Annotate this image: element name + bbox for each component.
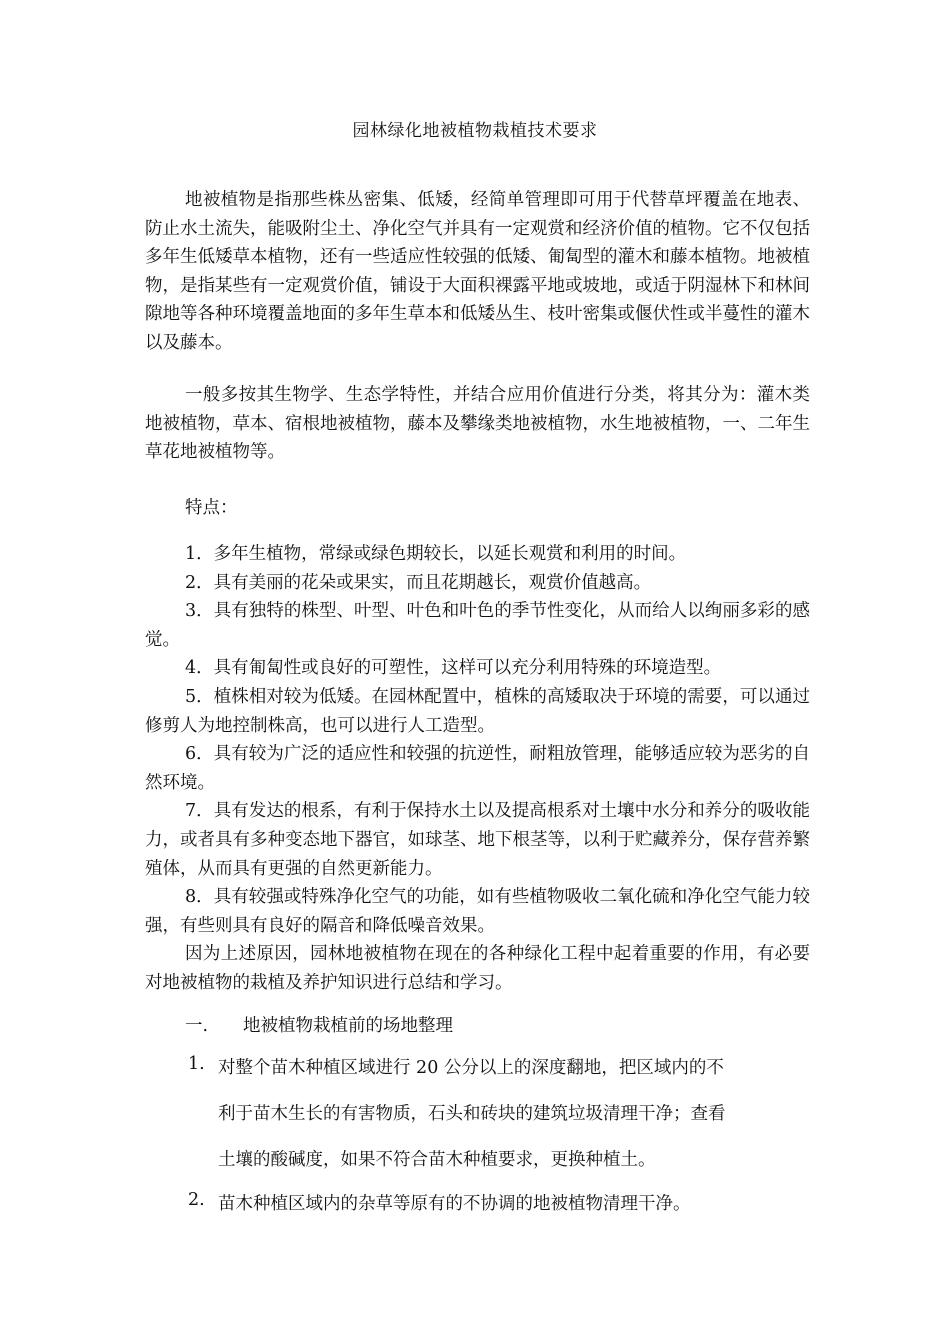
section-number: 一. [185, 1016, 209, 1036]
feature-item-1: 1．多年生植物，常绿或绿色期较长，以延长观赏和利用的时间。 [185, 544, 687, 564]
classification-paragraph: 一般多按其生物学、生态学特性，并结合应用价值进行分类，将其分为：灌木类地被植物，草本、宿根地被植物，藤本及攀缘类地被植物，水生地被植物，一、二年生草花地被植物等。 [145, 385, 810, 463]
feature-item-5: 5．植株相对较为低矮。在园林配置中，植株的高矮取决于环境的需要，可以通过修剪人为地控制株高，也可以进行人工造型。 [145, 686, 810, 736]
features-label: 特点： [185, 498, 238, 518]
step-line: 土壤的酸碱度，如果不符合苗木种植要求，更换种植土。 [218, 1150, 656, 1170]
step-line: 苗木种植区域内的杂草等原有的不协调的地被植物清理干净。 [218, 1194, 691, 1214]
step-line: 利于苗木生长的有害物质，石头和砖块的建筑垃圾清理干净；查看 [218, 1104, 726, 1124]
page-title: 园林绿化地被植物栽植技术要求 [352, 121, 598, 141]
section-heading [185, 1012, 453, 1040]
feature-item-8: 8．具有较强或特殊净化空气的功能，如有些植物吸收二氧化硫和净化空气能力较强，有些则具有良好的隔音和降低噪音效果。 [145, 887, 810, 936]
feature-item-3: 3．具有独特的株型、叶型、叶色和叶色的季节性变化，从而给人以绚丽多彩的感觉。 [145, 601, 810, 650]
step-number: 1. [188, 1054, 205, 1074]
feature-item-7: 7．具有发达的根系，有利于保持水土以及提高根系对土壤中水分和养分的吸收能力，或者具有多种变态地下器官，如球茎、地下根茎等，以利于贮藏养分，保存营养繁殖体，从而具有更强的自然更新能力。 [145, 801, 810, 879]
feature-item-2: 2．具有美丽的花朵或果实，而且花期越长，观赏价值越高。 [185, 572, 652, 593]
feature-item-4: 4．具有匍匐性或良好的可塑性，这样可以充分利用特殊的环境造型。 [185, 658, 722, 679]
step-line: 对整个苗木种植区域进行 20 公分以上的深度翻地，把区域内的不 [218, 1058, 724, 1078]
intro-paragraph: 地被植物是指那些株丛密集、低矮，经简单管理即可用于代替草坪覆盖在地表、防止水土流失，能吸附尘土、净化空气并具有一定观赏和经济价值的植物。它不仅包括多年生低矮草本植物，还有一些适应性较强的低矮、匍匐型的灌木和藤本植物。地被植物，是指某些有一定观赏价值，铺设于大面积裸露平地或坡地，或适于阴湿林下和林间隙地等各种环境覆盖地面的多年生草本和低矮丛生、枝叶密集或偃伏性或半蔓性的灌木以及藤本。 [145, 190, 810, 353]
conclusion-paragraph: 因为上述原因，园林地被植物在现在的各种绿化工程中起着重要的作用，有必要对地被植物的栽植及养护知识进行总结和学习。 [145, 944, 810, 993]
step-number: 2. [188, 1190, 205, 1210]
features-list [145, 540, 810, 998]
feature-item-6: 6．具有较为广泛的适应性和较强的抗逆性，耐粗放管理，能够适应较为恶劣的自然环境。 [145, 744, 810, 793]
section-title: 地被植物栽植前的场地整理 [243, 1016, 453, 1036]
